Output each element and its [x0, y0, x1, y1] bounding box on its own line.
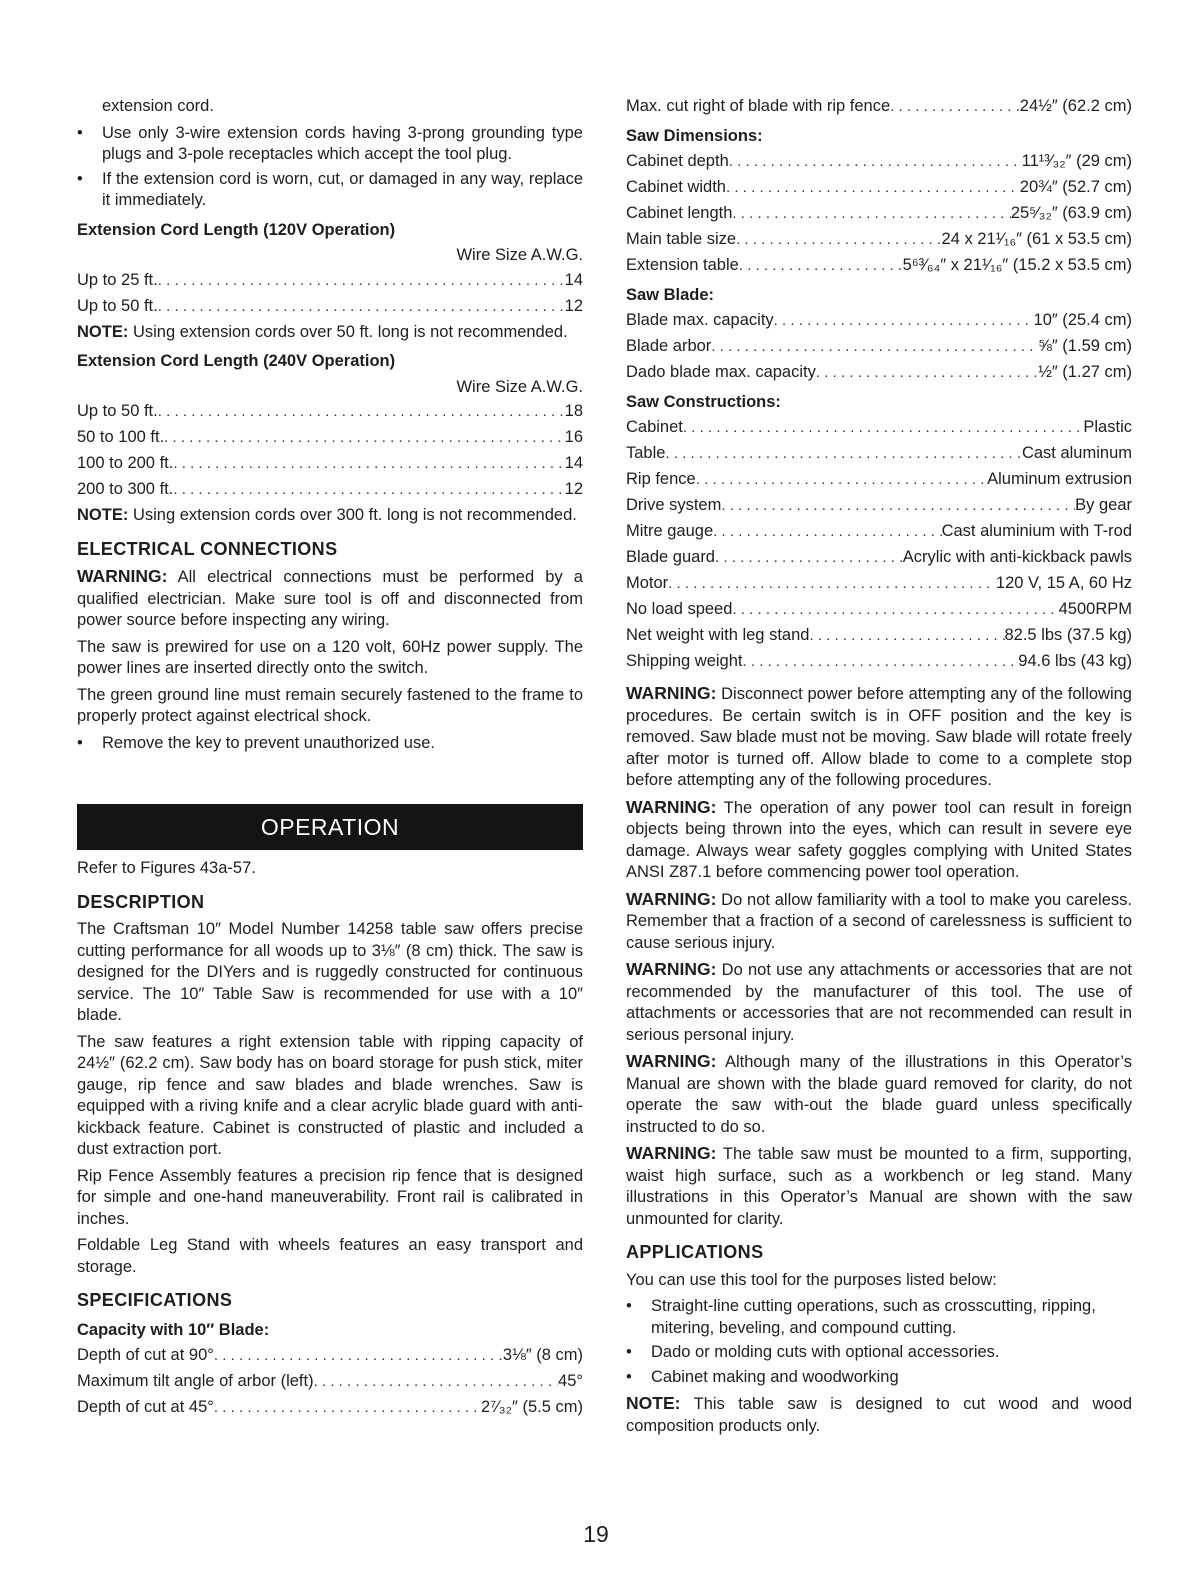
- row-label: Rip fence: [626, 470, 696, 488]
- warning-text: Do not use any attachments or accessories that are not recommended by the manufacturer of this tool. The use of attachments or accessories that are not recommended can result in serious personal injury.: [626, 961, 1133, 1044]
- applications-note: [626, 1393, 1132, 1437]
- row-label: Dado blade max. capacity: [626, 363, 816, 381]
- dot-leader: [721, 495, 1075, 517]
- row-value: 18: [564, 402, 583, 420]
- warning-label: WARNING:: [626, 888, 717, 909]
- capacity-title: Capacity with 10″ Blade:: [77, 1320, 270, 1339]
- dot-leader: [173, 479, 564, 501]
- dot-leader: [164, 427, 564, 449]
- table240-title: Extension Cord Length (240V Operation): [77, 352, 396, 370]
- row-value: ⅝″ (1.59 cm): [1038, 337, 1132, 355]
- dot-leader: [158, 270, 565, 292]
- warning-label: WARNING:: [626, 796, 717, 817]
- dot-leader: [736, 229, 941, 251]
- row-label: Depth of cut at 90°: [77, 1346, 214, 1364]
- note-text: This table saw is designed to cut wood and wood composition products only.: [626, 1395, 1132, 1435]
- warning-text: All electrical connections must be performed by a qualified electrician. Make sure tool is off and disconnected from power source before inspecting any wiring.: [77, 568, 583, 629]
- table-row: [77, 1345, 583, 1367]
- table-row: [626, 495, 1132, 517]
- row-label: Net weight with leg stand: [626, 626, 810, 644]
- table-row: [626, 625, 1132, 647]
- table240-wire-header: Wire Size A.W.G.: [456, 377, 583, 396]
- note-text: Using extension cords over 50 ft. long is not recommended.: [132, 322, 568, 341]
- electrical-bullets: [77, 733, 583, 755]
- electrical-para: The green ground line must remain securely fastened to the frame to properly protect against electrical shock.: [77, 685, 583, 725]
- list-item: • If the extension cord is worn, cut, or damaged in any way, replace it immediately.: [77, 169, 583, 212]
- operation-banner: OPERATION: [77, 804, 583, 850]
- dot-leader: [713, 521, 941, 543]
- dot-leader: [711, 336, 1038, 358]
- dot-leader: [774, 310, 1034, 332]
- table120-note: [77, 322, 583, 344]
- row-label: 100 to 200 ft.: [77, 454, 174, 472]
- applications-intro: You can use this tool for the purposes listed below:: [626, 1270, 997, 1289]
- dot-leader: [158, 296, 565, 318]
- warning-block: [626, 797, 1132, 884]
- note-label: NOTE:: [626, 1393, 681, 1413]
- dot-leader: [732, 599, 1058, 621]
- warning-label: WARNING:: [626, 683, 717, 703]
- row-value: 12: [564, 480, 583, 498]
- note-text: Using extension cords over 300 ft. long is not recommended.: [132, 506, 577, 524]
- warning-label: WARNING:: [626, 1051, 717, 1071]
- row-value: 20¾″ (52.7 cm): [1019, 178, 1132, 196]
- dot-leader: [683, 417, 1084, 439]
- warning-block: [626, 683, 1132, 792]
- row-value: 24½″ (62.2 cm): [1019, 97, 1132, 115]
- row-label: Main table size: [626, 230, 737, 248]
- row-label: Blade max. capacity: [626, 311, 774, 329]
- constructions-title: Saw Constructions:: [626, 392, 781, 411]
- row-value: 11¹³⁄₃₂″ (29 cm): [1021, 152, 1132, 170]
- list-item: • Cabinet making and woodworking: [626, 1367, 1132, 1389]
- table-row: [626, 310, 1132, 332]
- table120-title: Extension Cord Length (120V Operation): [77, 220, 396, 239]
- warning-text: The operation of any power tool can result in foreign objects being thrown into the eyes, which can result in severe eye damage. Always wear safety goggles complying with United States ANSI Z87.1 before commencing power tool operation.: [626, 798, 1132, 881]
- dot-leader: [214, 1397, 481, 1419]
- dot-leader: [732, 203, 1010, 225]
- row-value: Acrylic with anti-kickback pawls: [902, 548, 1132, 566]
- table-row: [77, 1371, 583, 1393]
- row-label: Shipping weight: [626, 652, 743, 670]
- row-value: ½″ (1.27 cm): [1038, 363, 1132, 381]
- table-row: [77, 453, 583, 475]
- table-row: [626, 362, 1132, 384]
- row-value: Plastic: [1083, 418, 1132, 436]
- warning-block: [626, 889, 1132, 955]
- row-value: 24 x 21¹⁄₁₆″ (61 x 53.5 cm): [941, 230, 1132, 248]
- dot-leader: [715, 547, 903, 569]
- row-label: Cabinet length: [626, 204, 733, 222]
- table-row: [626, 255, 1132, 277]
- table-row: [77, 270, 583, 292]
- row-label: Up to 50 ft.: [77, 296, 158, 315]
- table-row: [77, 1397, 583, 1419]
- warning-text: The table saw must be mounted to a firm, supporting, waist high surface, such as a workbench or leg stand. Many illustrations in this Operator’s Manual are shown with the saw unmounted for clarity.: [626, 1145, 1133, 1228]
- row-label: Cabinet width: [626, 178, 726, 196]
- row-label: Depth of cut at 45°: [77, 1398, 214, 1416]
- right-column: [626, 96, 1132, 1442]
- left-column: [77, 96, 583, 1423]
- warning-label: WARNING:: [626, 1143, 717, 1163]
- description-para: Rip Fence Assembly features a precision rip fence that is designed for simple and one-hand maneuverability. Front rail is calibrated in inches.: [77, 1166, 583, 1228]
- row-value: 16: [564, 428, 583, 446]
- table-row: [626, 336, 1132, 358]
- warning-text: Do not allow familiarity with a tool to make you careless. Remember that a fraction of a second of carelessness is sufficient to cause serious injury.: [626, 890, 1132, 952]
- note-label: NOTE:: [77, 322, 129, 341]
- row-label: Maximum tilt angle of arbor (left): [77, 1372, 314, 1390]
- note-label: NOTE:: [77, 506, 129, 524]
- row-value: 5⁶³⁄₆₄″ x 21¹⁄₁₆″ (15.2 x 53.5 cm): [902, 256, 1132, 274]
- row-label: Max. cut right of blade with rip fence: [626, 97, 891, 115]
- row-label: Blade arbor: [626, 337, 712, 355]
- dot-leader: [739, 255, 903, 277]
- row-label: Drive system: [626, 496, 722, 514]
- list-item: • Dado or molding cuts with optional accessories.: [626, 1342, 1132, 1364]
- table-row: [626, 469, 1132, 491]
- row-value: By gear: [1075, 496, 1132, 514]
- dot-leader: [214, 1345, 503, 1367]
- row-value: 45°: [558, 1372, 583, 1390]
- blade-title: Saw Blade:: [626, 285, 715, 304]
- table-row: [77, 427, 583, 449]
- dot-leader: [816, 362, 1038, 384]
- row-value: 10″ (25.4 cm): [1033, 311, 1132, 329]
- table-row: [626, 417, 1132, 439]
- intro-continuation: extension cord.: [102, 97, 214, 115]
- row-value: 3⅛″ (8 cm): [502, 1346, 583, 1364]
- row-label: 50 to 100 ft.: [77, 428, 165, 446]
- dot-leader: [743, 651, 1019, 673]
- applications-bullets: [626, 1296, 1132, 1388]
- description-para: The Craftsman 10″ Model Number 14258 table saw offers precise cutting performance for all woods up to 3⅛″ (8 cm) thick. The saw is designed for the DIYers and is ruggedly constructed for continuous service. The 10″ Table Saw is recommended for use with a 10″ blade.: [77, 920, 583, 1024]
- applications-heading: APPLICATIONS: [626, 1242, 764, 1262]
- dot-leader: [726, 177, 1020, 199]
- row-value: Cast aluminium with T-rod: [941, 522, 1132, 540]
- dot-leader: [668, 573, 996, 595]
- table-row: [626, 573, 1132, 595]
- row-value: 25⁵⁄₃₂″ (63.9 cm): [1010, 204, 1132, 222]
- electrical-para: The saw is prewired for use on a 120 volt, 60Hz power supply. The power lines are inserted directly onto the switch.: [77, 637, 583, 677]
- row-label: Up to 25 ft.: [77, 270, 158, 289]
- electrical-warning: [77, 566, 583, 632]
- warning-label: WARNING:: [77, 566, 168, 586]
- table-row: [626, 651, 1132, 673]
- row-label: Cabinet: [626, 418, 683, 436]
- page-number: 19: [583, 1521, 609, 1547]
- warning-block: [626, 1143, 1132, 1230]
- table-row: [626, 177, 1132, 199]
- row-label: Up to 50 ft.: [77, 402, 158, 420]
- description-para: The saw features a right extension table with ripping capacity of 24½″ (62.2 cm). Saw body has on board storage for push stick, miter gauge, rip fence and saw blades and blade wrenches. Saw is equipped with a riving knife and a clear acrylic blade guard with anti-kickback feature. Cabinet is constructed of plastic and included a dust extraction port.: [77, 1032, 583, 1158]
- table-row: [77, 401, 583, 423]
- list-item: • Remove the key to prevent unauthorized use.: [77, 733, 583, 755]
- warning-label: WARNING:: [626, 959, 717, 979]
- row-value: Cast aluminum: [1021, 444, 1132, 462]
- dot-leader: [665, 443, 1022, 465]
- row-label: Mitre gauge: [626, 522, 714, 540]
- table-row: [626, 599, 1132, 621]
- table-row: [626, 229, 1132, 251]
- dimensions-title: Saw Dimensions:: [626, 126, 763, 145]
- table-row: [626, 203, 1132, 225]
- table-row: [626, 443, 1132, 465]
- row-label: Blade guard: [626, 548, 715, 566]
- warning-block: [626, 1051, 1132, 1138]
- row-label: Extension table: [626, 256, 739, 274]
- table120-wire-header: Wire Size A.W.G.: [456, 246, 583, 264]
- dot-leader: [809, 625, 1004, 647]
- row-label: No load speed: [626, 600, 733, 618]
- row-value: 12: [564, 296, 583, 315]
- row-value: 4500RPM: [1058, 600, 1132, 618]
- table-row: [77, 479, 583, 501]
- intro-bullets: [77, 123, 583, 212]
- row-label: 200 to 300 ft.: [77, 480, 174, 498]
- electrical-heading: ELECTRICAL CONNECTIONS: [77, 538, 338, 559]
- dot-leader: [729, 151, 1022, 173]
- table240-note: [77, 505, 583, 527]
- table-row: [626, 96, 1132, 118]
- row-label: Table: [626, 444, 666, 462]
- warning-text: Disconnect power before attempting any of the following procedures. Be certain switch is in OFF position and the key is removed. Saw blade must not be moving. Saw blade will rotate freely after motor is turned off. Allow blade to come to a complete stop before attempting any of the following procedures.: [626, 685, 1132, 789]
- list-item: • Straight-line cutting operations, such as crosscutting, ripping, mitering, beveling, and compound cutting.: [626, 1296, 1132, 1339]
- description-para: Foldable Leg Stand with wheels features an easy transport and storage.: [77, 1236, 583, 1276]
- table-row: [626, 151, 1132, 173]
- row-value: Aluminum extrusion: [987, 470, 1132, 488]
- dot-leader: [890, 96, 1020, 118]
- dot-leader: [314, 1371, 558, 1393]
- table-row: [626, 521, 1132, 543]
- row-value: 14: [564, 454, 583, 472]
- row-value: 120 V, 15 A, 60 Hz: [995, 574, 1132, 592]
- table-row: [626, 547, 1132, 569]
- warning-text: Although many of the illustrations in this Operator’s Manual are shown with the blade guard removed for clarity, do not operate the saw with-out the blade guard unless specifically instructed to do so.: [626, 1053, 1132, 1136]
- row-value: 14: [564, 270, 583, 289]
- operation-refer: Refer to Figures 43a-57.: [77, 859, 256, 877]
- row-value: 94.6 lbs (43 kg): [1018, 652, 1132, 670]
- warning-block: [626, 959, 1132, 1046]
- specifications-heading: SPECIFICATIONS: [77, 1290, 233, 1310]
- row-value: 82.5 lbs (37.5 kg): [1004, 626, 1132, 644]
- row-value: 2⁷⁄₃₂″ (5.5 cm): [481, 1398, 583, 1416]
- dot-leader: [158, 401, 565, 423]
- table-row: [77, 296, 583, 318]
- row-label: Cabinet depth: [626, 152, 729, 170]
- list-item: • Use only 3-wire extension cords having 3-prong grounding type plugs and 3-pole receptacles which accept the tool plug.: [77, 123, 583, 166]
- description-heading: DESCRIPTION: [77, 891, 205, 912]
- dot-leader: [173, 453, 564, 475]
- row-label: Motor: [626, 574, 669, 592]
- dot-leader: [696, 469, 987, 491]
